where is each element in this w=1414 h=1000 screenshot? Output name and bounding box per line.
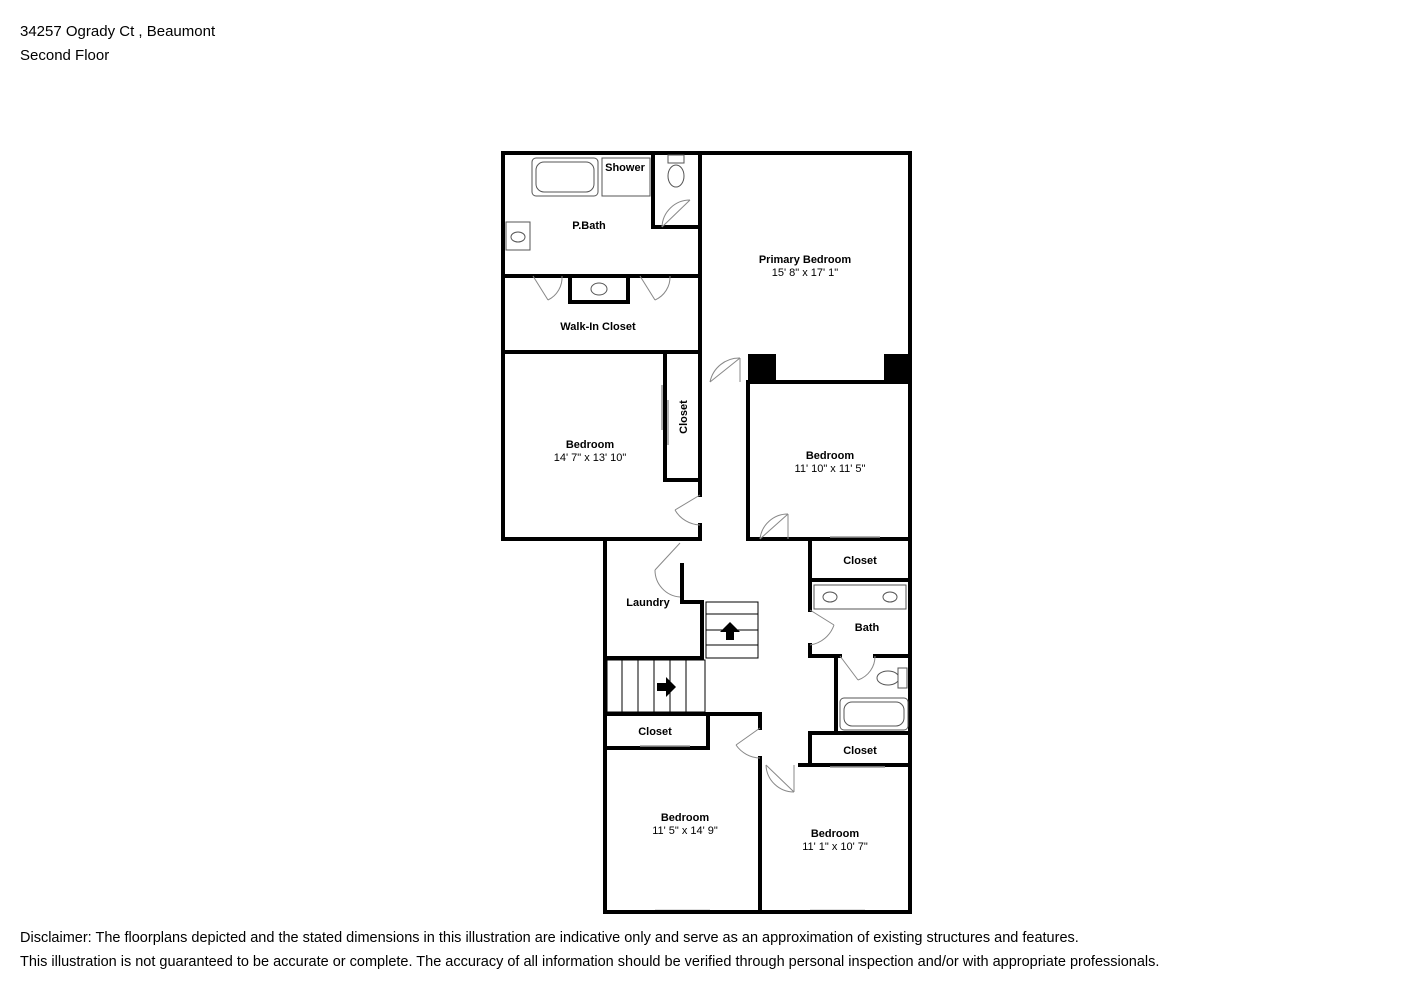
room-dims-bedroom-right: 11' 10" x 11' 5" (794, 463, 866, 475)
room-label-primary-bedroom: Primary Bedroom (758, 254, 852, 266)
room-label-shower: Shower (605, 162, 645, 174)
room-label-closet-left: Closet (678, 400, 690, 434)
room-label-pbath: P.Bath (572, 220, 606, 232)
room-dims-bedroom-left: 14' 7" x 13' 10" (553, 452, 627, 464)
column-right (884, 354, 910, 382)
room-dims-bedroom-lower-left: 11' 5" x 14' 9" (652, 825, 718, 837)
room-label-laundry: Laundry (626, 597, 670, 609)
disclaimer-line-2: This illustration is not guaranteed to be accurate or complete. The accuracy of all information should be verified through personal inspection and/or with appropriate professionals. (20, 954, 1160, 970)
room-label-closet-lower-left: Closet (638, 726, 672, 738)
room-dims-bedroom-lower-right: 11' 1" x 10' 7" (802, 841, 868, 853)
walls (503, 153, 910, 912)
vanity-sink-icon (591, 283, 607, 295)
toilet-icon (668, 165, 684, 187)
room-label-bath: Bath (854, 622, 880, 634)
stairs-up-arrow-icon (720, 622, 740, 640)
room-label-bedroom-left: Bedroom (565, 439, 615, 451)
doors (533, 200, 875, 792)
room-label-bedroom-lower-right: Bedroom (810, 828, 860, 840)
room-label-walkin-closet: Walk-In Closet (560, 321, 636, 333)
stairs-right-arrow-icon (657, 677, 676, 697)
floor-title: Second Floor (20, 47, 110, 64)
column-left (748, 354, 776, 382)
windows (503, 153, 910, 911)
address-text: 34257 Ogrady Ct , Beaumont (20, 23, 216, 40)
room-dims-primary-bedroom: 15' 8" x 17' 1" (771, 267, 839, 279)
disclaimer-line-1: Disclaimer: The floorplans depicted and the stated dimensions in this illustration are indicative only and serve as an approximation of existing structures and features. (20, 930, 1079, 946)
room-label-closet-lower-right: Closet (843, 745, 877, 757)
room-label-closet-right: Closet (843, 555, 877, 567)
room-label-bedroom-lower-left: Bedroom (660, 812, 710, 824)
room-label-bedroom-right: Bedroom (805, 450, 855, 462)
bath-toilet-icon (877, 671, 899, 685)
